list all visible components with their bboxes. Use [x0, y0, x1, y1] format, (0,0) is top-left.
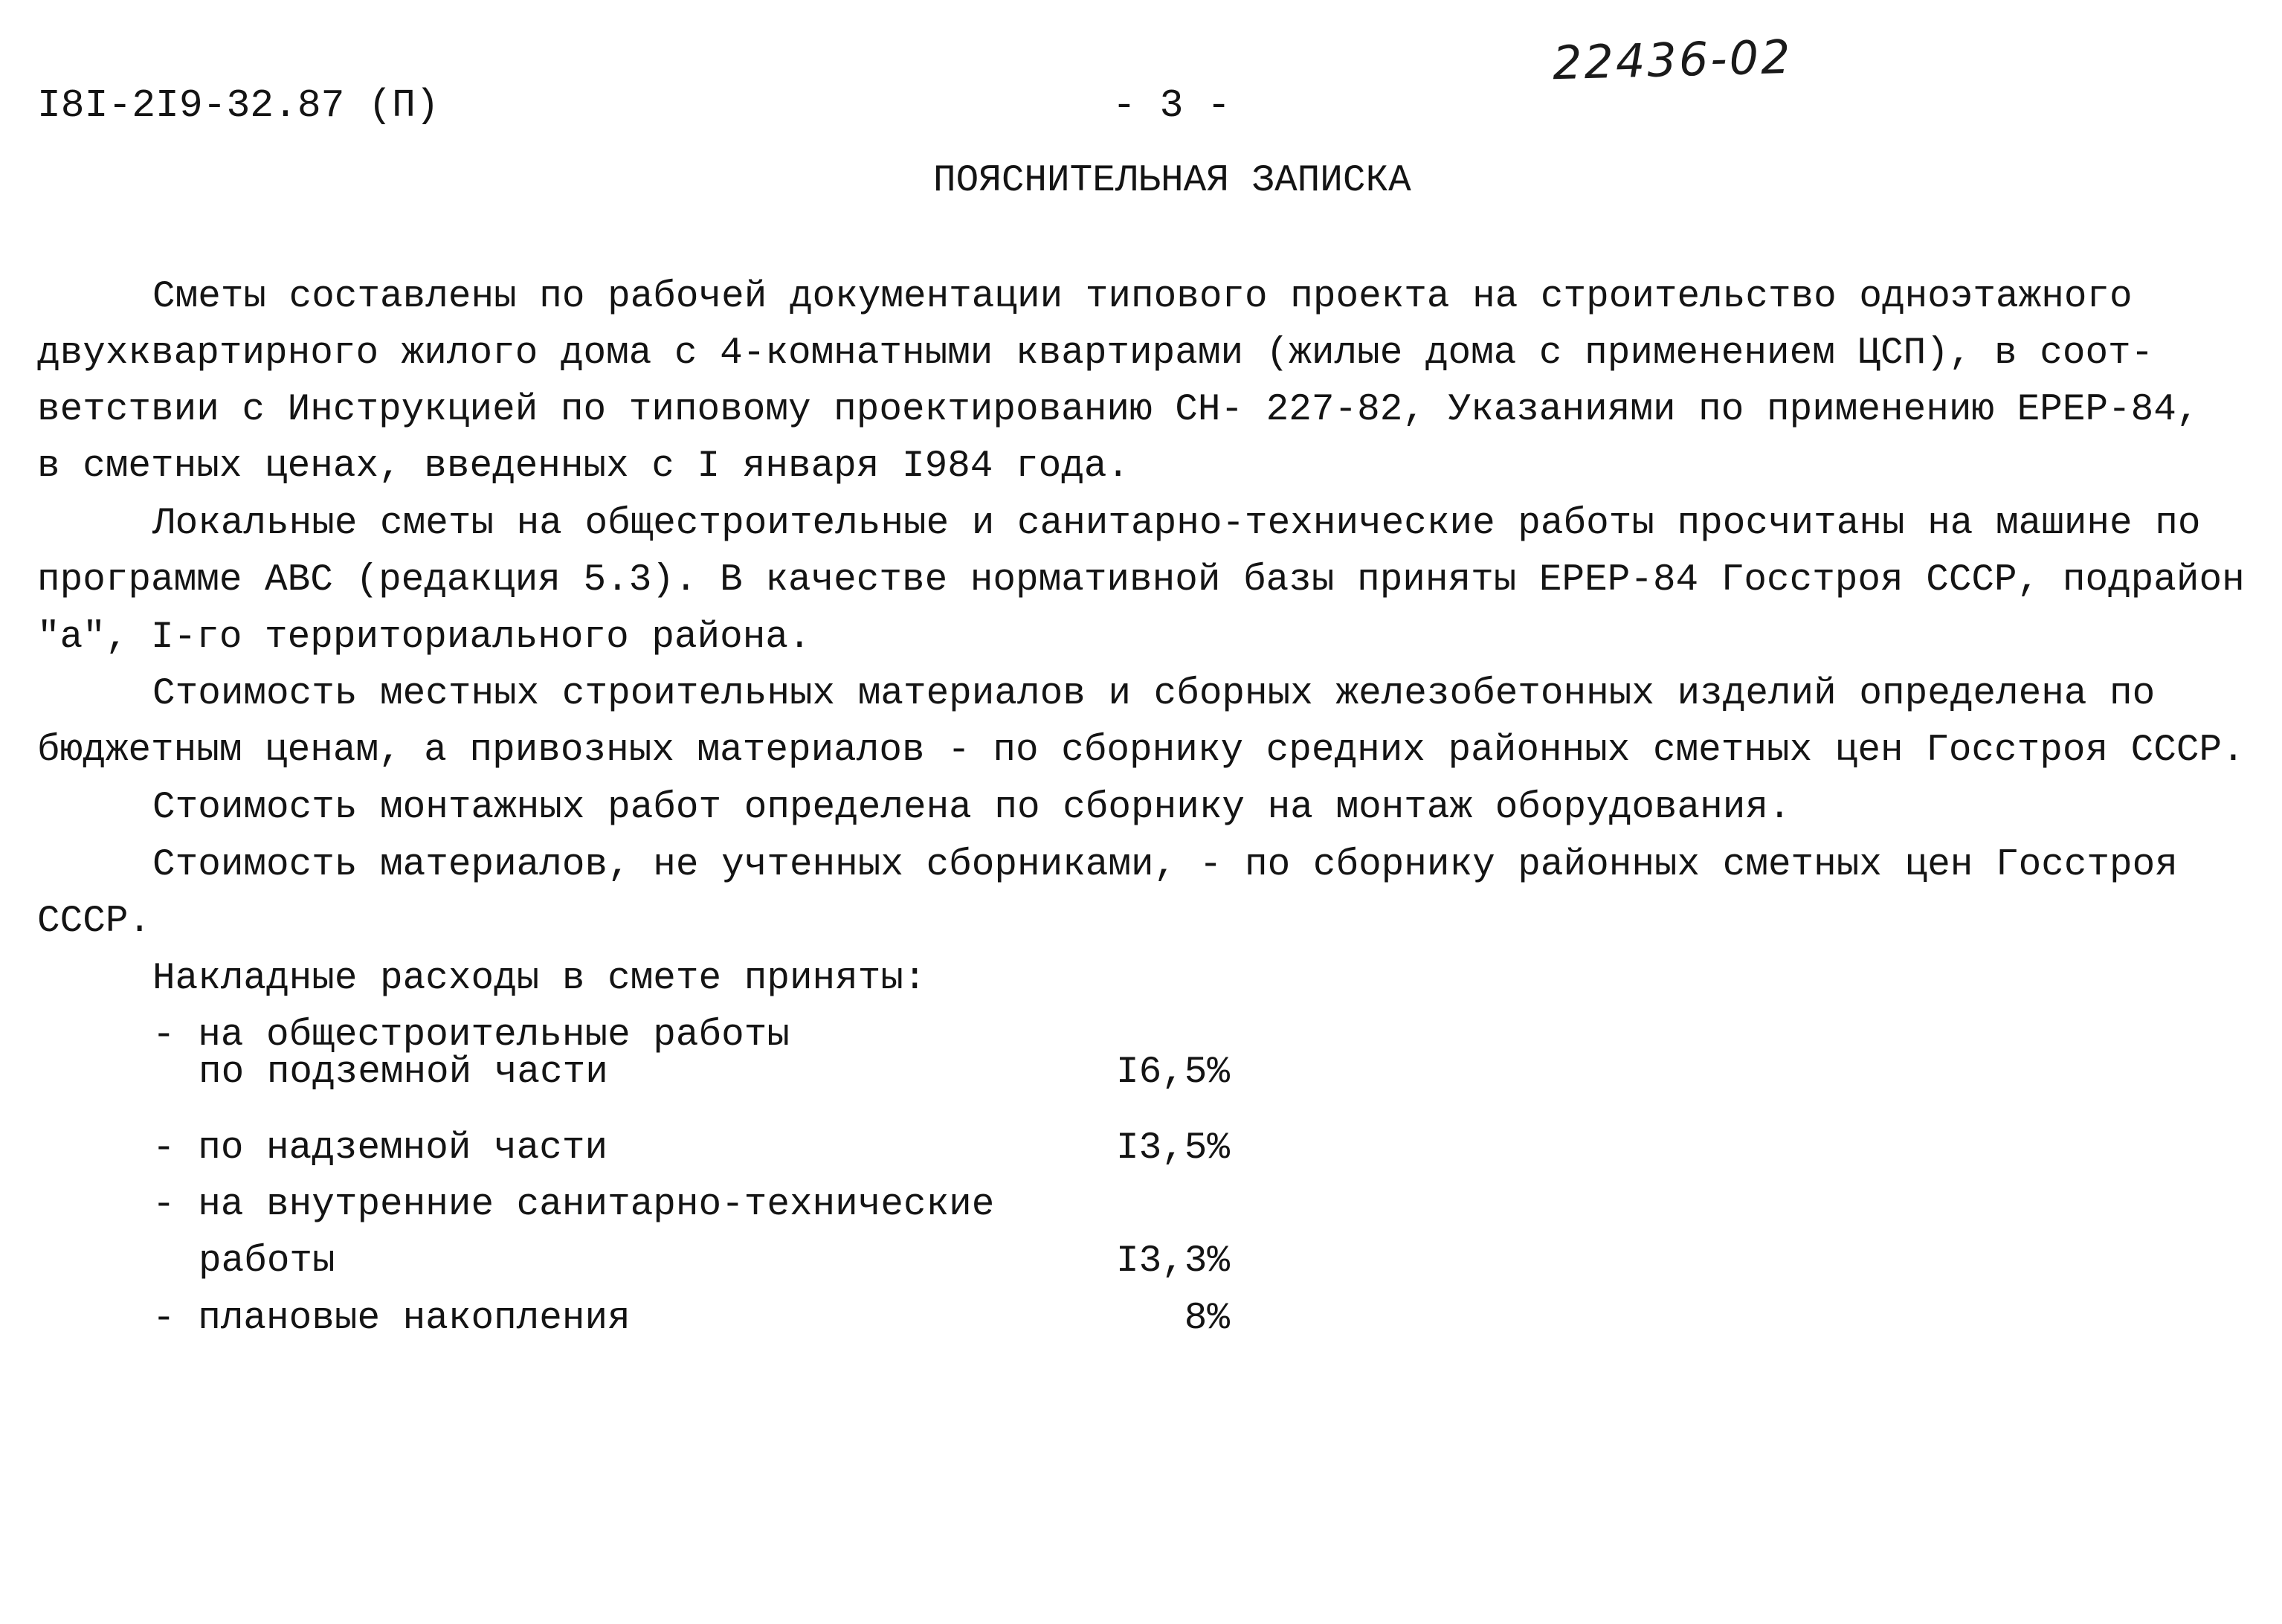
paragraph-2-line-1: Локальные сметы на общестроительные и санитарно-технические работы просчитаны на машине по — [152, 503, 2201, 545]
paragraph-5-line-2: СССР. — [37, 900, 152, 943]
overhead-item-value: I3,5% — [1115, 1127, 1230, 1170]
handwritten-number: 22436-02 — [1552, 29, 1793, 91]
paragraph-1-line-1: Сметы составлены по рабочей документации типового проекта на строительство одноэтажного — [152, 276, 2133, 318]
paragraph-1-line-2: двухквартирного жилого дома с 4-комнатными квартирами (жилые дома с применением ЦСП), в соот- — [37, 332, 2154, 375]
paragraph-1-line-3: ветствии с Инструкцией по типовому проектированию СН- 227-82, Указаниями по применению ЕРЕР-84, — [37, 389, 2199, 431]
paragraph-3-line-2: бюджетным ценам, а привозных материалов - по сборнику средних районных сметных цен Госстроя СССР. — [37, 729, 2245, 772]
overhead-intro: Накладные расходы в смете приняты: — [152, 958, 926, 1000]
overhead-item-value: I3,3% — [1115, 1240, 1230, 1283]
paragraph-2-line-3: "а", I-го территориального района. — [37, 616, 811, 659]
overhead-item-value: 8% — [1184, 1298, 1230, 1340]
paragraph-4-line-1: Стоимость монтажных работ определена по сборнику на монтаж оборудования. — [152, 787, 1791, 829]
paragraph-1-line-4: в сметных ценах, введенных с I января I984 года. — [37, 445, 1130, 488]
overhead-item-label-cont: по подземной части — [199, 1051, 608, 1094]
page-title: ПОЯСНИТЕЛЬНАЯ ЗАПИСКА — [933, 160, 1411, 202]
overhead-item-label: - плановые накопления — [152, 1298, 631, 1340]
paragraph-3-line-1: Стоимость местных строительных материалов и сборных железобетонных изделий определена по — [152, 673, 2156, 715]
overhead-item-label: - на общестроительные работы — [152, 1014, 790, 1057]
overhead-item-label: - на внутренние санитарно-технические — [152, 1184, 995, 1226]
paragraph-5-line-1: Стоимость материалов, не учтенных сборниками, - по сборнику районных сметных цен Госстроя — [152, 844, 2178, 886]
overhead-item-label-cont: работы — [199, 1240, 335, 1283]
document-code: I8I-2I9-32.87 (П) — [37, 83, 439, 128]
page-number: - 3 - — [1112, 83, 1231, 128]
overhead-item-label: - по надземной части — [152, 1127, 608, 1170]
overhead-item-value: I6,5% — [1115, 1051, 1230, 1094]
paragraph-2-line-2: программе АВС (редакция 5.3). В качестве нормативной базы приняты ЕРЕР-84 Госстроя СССР, подрайон — [37, 559, 2245, 602]
